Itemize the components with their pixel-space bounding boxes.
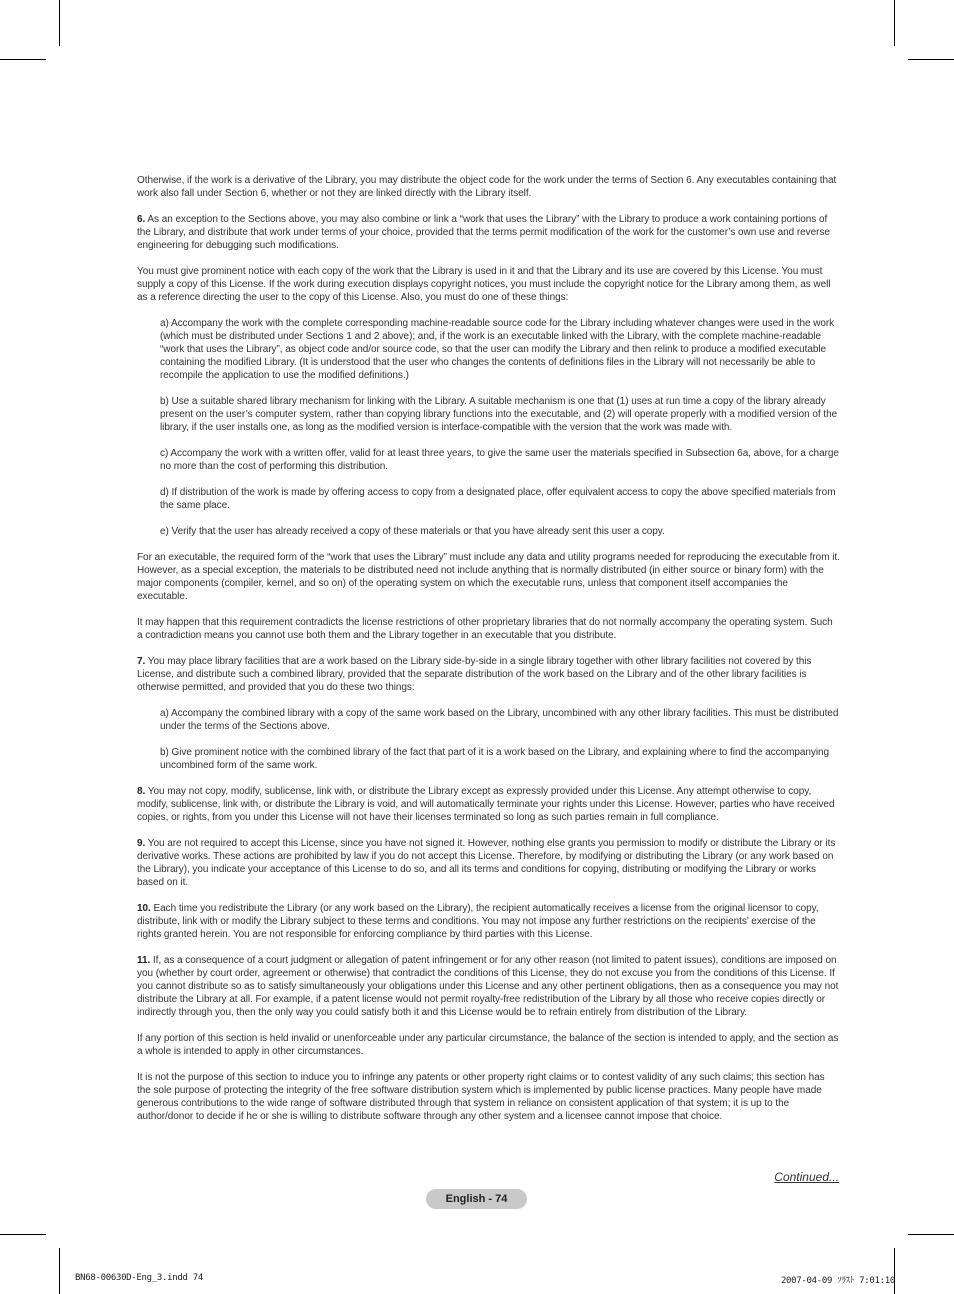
paragraph-text: As an exception to the Sections above, you may also combine or link a “work that uses the Library” with the Library to produce a work containing portions of the Library, and distribute that work under terms of your choice, provided that the terms permit modification of the work for the customer’s own use and reverse engineering for debugging such modifications.: [137, 214, 830, 251]
paragraph: [137, 174, 840, 200]
section-number: 7.: [137, 656, 146, 667]
paragraph-text: If, as a consequence of a court judgment or allegation of patent infringement or for any other reason (not limited to patent issues), conditions are imposed on you (whether by court order, agreement or otherwise) that contradict the conditions of this License, they do not excuse you from the conditions of this License. If you cannot distribute so as to satisfy simultaneously your obligations under this License and any other pertinent obligations, then as a consequence you may not distribute the Library at all. For example, if a patent license would not permit royalty-free redistribution of the Library by all those who receive copies directly or indirectly through you, then the only way you could satisfy both it and this License would be to refrain entirely from distribution of the Library.: [137, 955, 839, 1018]
sub-paragraph: [160, 395, 840, 434]
paragraph-text: a) Accompany the combined library with a copy of the same work based on the Library, uncombined with any other library facilities. This must be distributed under the terms of the Sections above.: [160, 708, 839, 732]
crop-mark: [59, 1248, 60, 1294]
sub-paragraph: [160, 447, 840, 473]
sub-paragraph: [160, 525, 840, 538]
paragraph: [137, 616, 840, 642]
paragraph-text: b) Give prominent notice with the combined library of the fact that part of it is a work based on the Library, and explaining where to find the accompanying uncombined form of the same work.: [160, 747, 830, 771]
paragraph: [137, 837, 840, 889]
section-number: 8.: [137, 786, 146, 797]
paragraph-text: You may place library facilities that are a work based on the Library side-by-side in a single library together with other library facilities not covered by this License, and distribute such a combined library, provided that the separate distribution of the work based on the Library and of the other library facilities is otherwise permitted, and provided that you do these two things:: [137, 656, 812, 693]
paragraph: [137, 551, 840, 603]
paragraph-text: You are not required to accept this License, since you have not signed it. However, nothing else grants you permission to modify or distribute the Library or its derivative works. These actions are prohibited by law if you do not accept this License. Therefore, by modifying or distributing the Library (or any work based on the Library), you indicate your acceptance of this License to do so, and all its terms and conditions for copying, distributing or modifying the Library or works based on it.: [137, 838, 836, 888]
section-number: 6.: [137, 214, 146, 225]
paragraph: [137, 1032, 840, 1058]
paragraph-text: a) Accompany the work with the complete corresponding machine-readable source code for the Library including whatever changes were used in the work (which must be distributed under Sections 1 and 2 above); and, if the work is an executable linked with the Library, with the complete machine-readable “work that uses the Library”, as object code and/or source code, so that the user can modify the Library and then relink to produce a modified executable containing the modified Library. (It is understood that the user who changes the contents of definitions files in the Library will not necessarily be able to recompile the application to use the modified definitions.): [160, 318, 835, 381]
crop-mark: [894, 0, 895, 46]
crop-mark: [894, 1248, 895, 1294]
paragraph-text: Otherwise, if the work is a derivative of the Library, you may distribute the object code for the work under the terms of Section 6. Any executables containing that work also fall under Section 6, whether or not they are linked directly with the Library itself.: [137, 175, 837, 199]
paragraph: [137, 1071, 840, 1123]
crop-mark: [908, 59, 954, 60]
paragraph: [137, 902, 840, 941]
paragraph: [137, 213, 840, 252]
sub-paragraph: [160, 707, 840, 733]
sub-paragraph: [160, 746, 840, 772]
crop-mark: [59, 0, 60, 46]
sub-paragraph: [160, 486, 840, 512]
paragraph-text: d) If distribution of the work is made by offering access to copy from a designated place, offer equivalent access to copy the above specified materials from the same place.: [160, 487, 836, 511]
paragraph: [137, 265, 840, 304]
print-slug-left: BN68-00630D-Eng_3.indd 74: [75, 1273, 203, 1283]
paragraph-text: You must give prominent notice with each copy of the work that the Library is used in it and that the Library and its use are covered by this License. You must supply a copy of this License. If the work during execution displays copyright notices, you must include the copyright notice for the Library among them, as well as a reference directing the user to the copy of this License. Also, you must do one of these things:: [137, 266, 831, 303]
crop-mark: [0, 1234, 46, 1235]
paragraph: [137, 954, 840, 1019]
paragraph-text: You may not copy, modify, sublicense, link with, or distribute the Library except as expressly provided under this License. Any attempt otherwise to copy, modify, sublicense, link with, or distribute the Library is void, and will automatically terminate your rights under this License. However, parties who have received copies, or rights, from you under this License will not have their licenses terminated so long as such parties remain in full compliance.: [137, 786, 835, 823]
sub-paragraph: [160, 317, 840, 382]
continued-note: Continued...: [774, 1170, 839, 1184]
print-slug-right: 2007-04-09 ｿﾗｽﾄ 7:01:10: [780, 1276, 895, 1286]
crop-mark: [908, 1234, 954, 1235]
paragraph: [137, 785, 840, 824]
crop-mark: [0, 59, 46, 60]
paragraph-text: For an executable, the required form of the “work that uses the Library” must include any data and utility programs needed for reproducing the executable from it. However, as a special exception, the materials to be distributed need not include anything that is normally distributed (in either source or binary form) with the major components (compiler, kernel, and so on) of the operating system on which the executable runs, unless that component itself accompanies the executable.: [137, 552, 840, 602]
section-number: 11.: [137, 955, 151, 966]
license-text-body: [137, 174, 840, 1136]
paragraph-text: e) Verify that the user has already received a copy of these materials or that you have already sent this user a copy.: [160, 526, 665, 537]
paragraph-text: If any portion of this section is held invalid or unenforceable under any particular circumstance, the balance of the section is intended to apply, and the section as a whole is intended to apply in other circumstances.: [137, 1033, 839, 1057]
paragraph-text: Each time you redistribute the Library (or any work based on the Library), the recipient automatically receives a license from the original licensor to copy, distribute, link with or modify the Library subject to these terms and conditions. You may not impose any further restrictions on the recipients’ exercise of the rights granted herein. You are not responsible for enforcing compliance by third parties with this License.: [137, 903, 819, 940]
paragraph: [137, 655, 840, 694]
paragraph-text: It is not the purpose of this section to induce you to infringe any patents or other property right claims or to contest validity of any such claims; this section has the sole purpose of protecting the integrity of the free software distribution system which is implemented by public license practices. Many people have made generous contributions to the wide range of software distributed through that system in reliance on consistent application of that system; it is up to the author/donor to decide if he or she is willing to distribute software through any other system and a licensee cannot impose that choice.: [137, 1072, 825, 1122]
section-number: 9.: [137, 838, 146, 849]
paragraph-text: b) Use a suitable shared library mechanism for linking with the Library. A suitable mechanism is one that (1) uses at run time a copy of the library already present on the user’s computer system, rather than copying library functions into the executable, and (2) will operate properly with a modified version of the library, if the user installs one, as long as the modified version is interface-compatible with the version that the work was made with.: [160, 396, 838, 433]
section-number: 10.: [137, 903, 151, 914]
page-number-badge: English - 74: [426, 1189, 527, 1209]
paragraph-text: c) Accompany the work with a written offer, valid for at least three years, to give the same user the materials specified in Subsection 6a, above, for a charge no more than the cost of performing this distribution.: [160, 448, 839, 472]
paragraph-text: It may happen that this requirement contradicts the license restrictions of other proprietary libraries that do not normally accompany the operating system. Such a contradiction means you cannot use both them and the Library together in an executable that you distribute.: [137, 617, 833, 641]
